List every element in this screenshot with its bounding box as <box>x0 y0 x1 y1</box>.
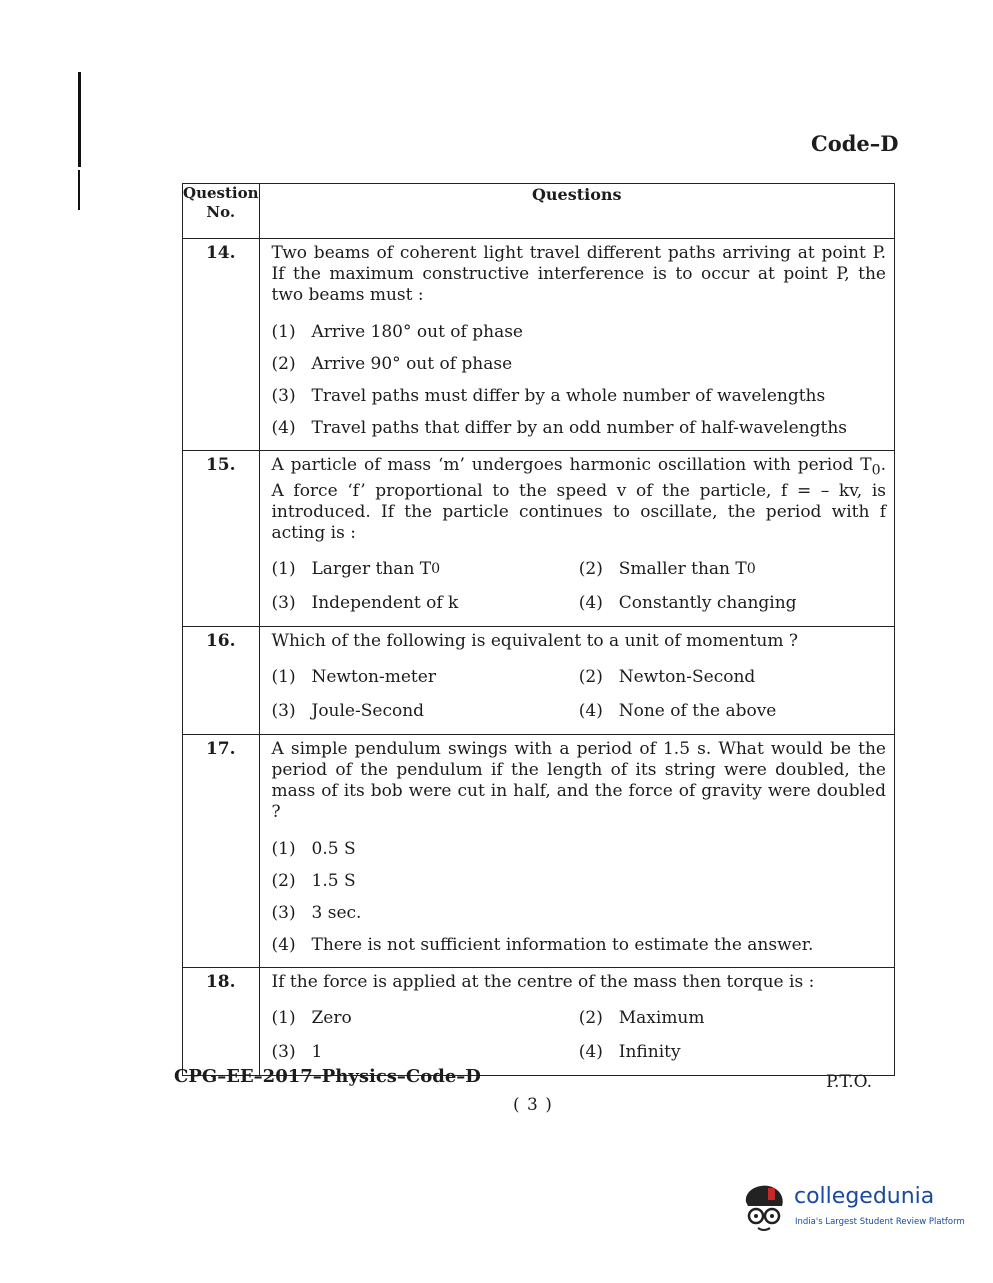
option-1[interactable]: (1) Zero <box>271 1008 352 1029</box>
option-4[interactable]: (4) Infinity <box>578 1042 681 1063</box>
question-body <box>259 627 895 735</box>
watermark-tagline: India's Largest Student Review Platform <box>795 1217 965 1227</box>
question-row-14 <box>183 239 895 451</box>
option-2[interactable]: (2) 1.5 S <box>271 871 356 892</box>
binder-mark-bottom <box>78 170 80 210</box>
option-1[interactable]: (1) Arrive 180° out of phase <box>271 322 523 342</box>
binder-mark-top <box>78 72 81 167</box>
watermark-brand: collegedunia <box>794 1184 935 1209</box>
option-1[interactable]: (1) Newton-meter <box>271 667 436 688</box>
question-body <box>259 735 895 968</box>
option-3[interactable]: (3) Travel paths must differ by a whole number of wavelengths <box>271 386 826 406</box>
page-number: ( 3 ) <box>513 1095 553 1115</box>
collegedunia-watermark <box>738 1180 965 1236</box>
question-number: 14. <box>183 239 260 451</box>
question-row-16 <box>183 627 895 735</box>
question-row-15 <box>183 451 895 627</box>
option-4[interactable]: (4) Travel paths that differ by an odd number of half-wavelengths <box>271 418 848 438</box>
option-3[interactable]: (3) Independent of k <box>271 593 459 614</box>
question-stem: A simple pendulum swings with a period of 1.5 s. What would be the period of the pendulum if the length of its string were doubled, the mass of its bob were cut in half, and the force of gravity were doubled ? <box>271 739 886 823</box>
option-3[interactable]: (3) 3 sec. <box>271 903 362 924</box>
option-4[interactable]: (4) None of the above <box>578 701 777 722</box>
question-number: 15. <box>183 451 260 627</box>
question-body <box>259 451 895 627</box>
question-stem: Two beams of coherent light travel different paths arriving at point P. If the maximum constructive interference is to occur at point P, the two beams must : <box>271 243 886 305</box>
question-stem: A particle of mass ‘m’ undergoes harmonic oscillation with period $T_0$. A force ‘f’ proportional to the speed v of the particle, f = – kv, is introduced. If the particle continues to oscillate, the period with f acting is : <box>271 455 886 544</box>
question-number: 16. <box>183 627 260 735</box>
question-stem: If the force is applied at the centre of the mass then torque is : <box>271 972 815 993</box>
option-2[interactable]: (2) Arrive 90° out of phase <box>271 354 513 374</box>
option-1[interactable]: (1) 0.5 S <box>271 839 356 860</box>
question-stem: Which of the following is equivalent to a unit of momentum ? <box>271 631 798 652</box>
question-body <box>259 239 895 451</box>
option-4[interactable]: (4) There is not sufficient information to estimate the answer. <box>271 935 814 956</box>
paper-code: Code–D <box>811 131 899 156</box>
paper-footer-code: CPG–EE–2017–Physics–Code–D <box>174 1066 481 1087</box>
question-table <box>182 183 895 1076</box>
question-row-17 <box>183 735 895 968</box>
option-4[interactable]: (4) Constantly changing <box>578 593 797 614</box>
question-row-18 <box>183 968 895 1076</box>
col-header-questions: Questions <box>259 184 895 239</box>
option-1[interactable]: (1) Larger than T 0 <box>271 559 441 580</box>
option-3[interactable]: (3) Joule-Second <box>271 701 425 722</box>
option-2[interactable]: (2) Maximum <box>578 1008 705 1029</box>
options-grid <box>272 1001 887 1069</box>
option-3[interactable]: (3) 1 <box>271 1042 323 1063</box>
option-2[interactable]: (2) Newton-Second <box>578 667 756 688</box>
options-list <box>272 316 887 444</box>
table-header-row <box>183 184 895 239</box>
question-number: 17. <box>183 735 260 968</box>
options-grid <box>272 552 887 620</box>
option-2[interactable]: (2) Smaller than T 0 <box>578 559 756 580</box>
col-header-question-no: Question No. <box>183 184 260 239</box>
options-list <box>272 833 887 961</box>
options-grid <box>272 660 887 728</box>
question-body <box>259 968 895 1076</box>
pto-label: P.T.O. <box>826 1072 872 1092</box>
collegedunia-mascot-icon <box>738 1180 790 1236</box>
question-number: 18. <box>183 968 260 1076</box>
